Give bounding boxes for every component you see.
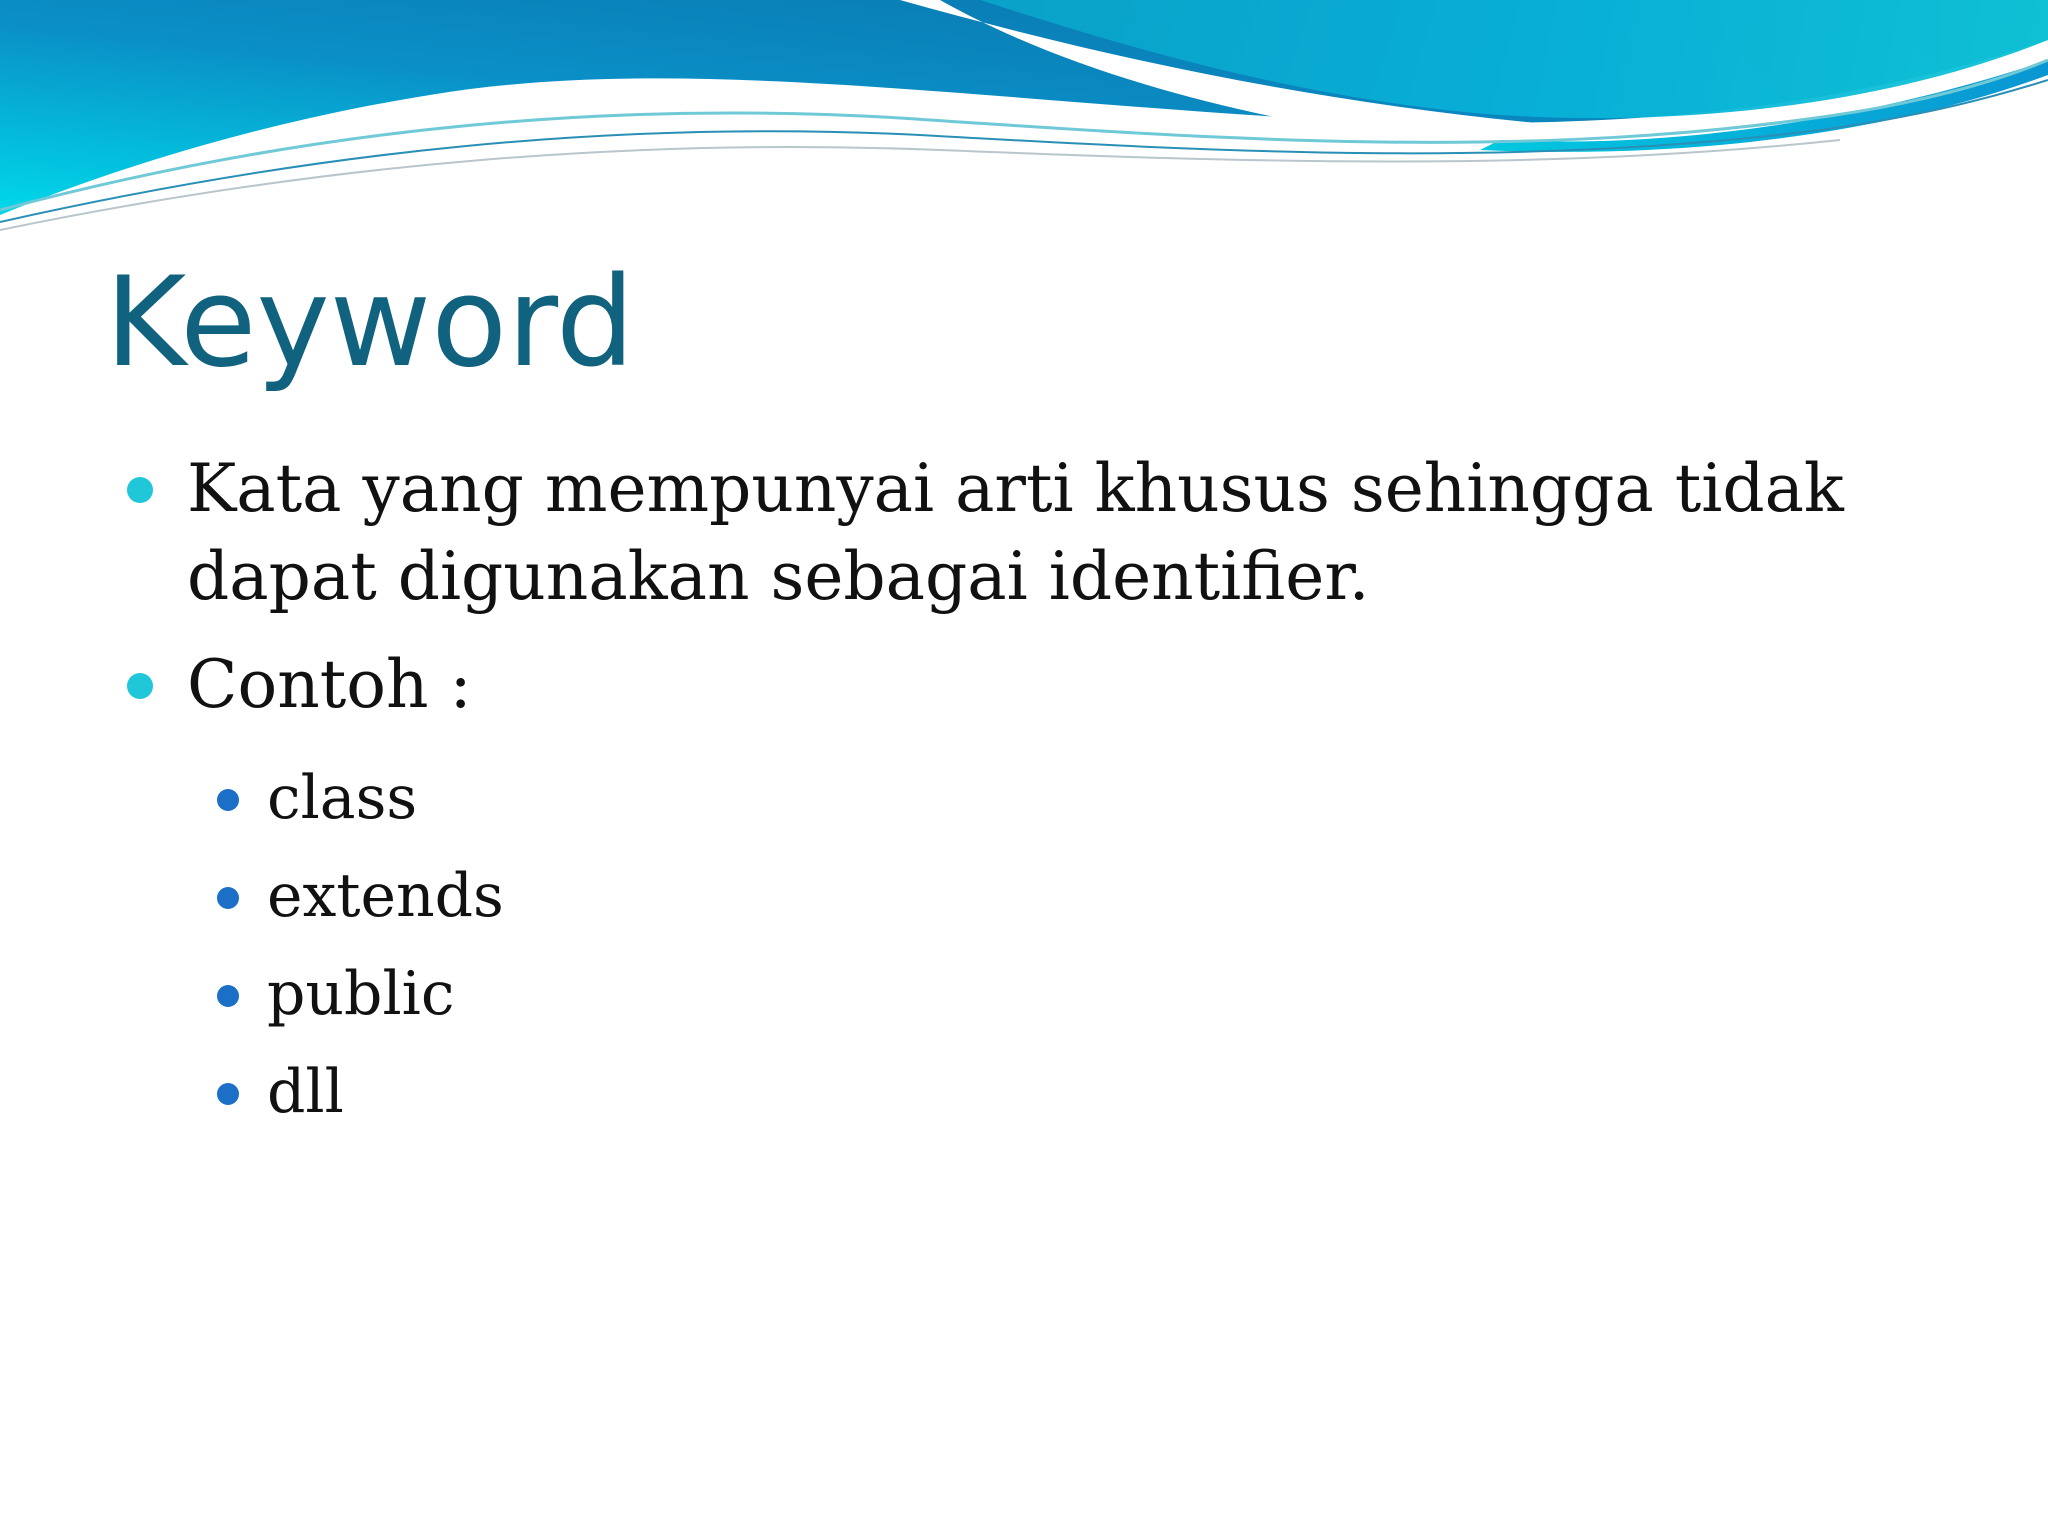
bullet-dot-icon [127, 673, 153, 699]
bullet-text: Kata yang mempunyai arti khusus sehingga tidak dapat digunakan sebagai identifier. [187, 450, 1844, 615]
bullet-dot-icon [127, 477, 153, 503]
bullet-item-definition [125, 445, 1975, 621]
sub-bullet-text: class [267, 763, 418, 833]
sub-bullet-dot-icon [217, 1083, 239, 1105]
sub-bullet-item [125, 945, 1975, 1043]
sub-bullet-dot-icon [217, 985, 239, 1007]
sub-bullet-item [125, 1043, 1975, 1141]
sub-bullet-text: extends [267, 861, 504, 931]
wave-header-decoration [0, 0, 2048, 240]
sub-bullet-dot-icon [217, 887, 239, 909]
sub-bullet-text: dll [267, 1057, 344, 1127]
bullet-text: Contoh : [187, 646, 472, 723]
slide-content [125, 445, 1975, 1141]
sub-bullet-list [125, 749, 1975, 1141]
sub-bullet-text: public [267, 959, 455, 1029]
slide-title: Keyword [105, 251, 635, 395]
sub-bullet-item [125, 847, 1975, 945]
sub-bullet-item [125, 749, 1975, 847]
sub-bullet-dot-icon [217, 789, 239, 811]
bullet-item-examples [125, 641, 1975, 729]
bullet-list [125, 445, 1975, 729]
